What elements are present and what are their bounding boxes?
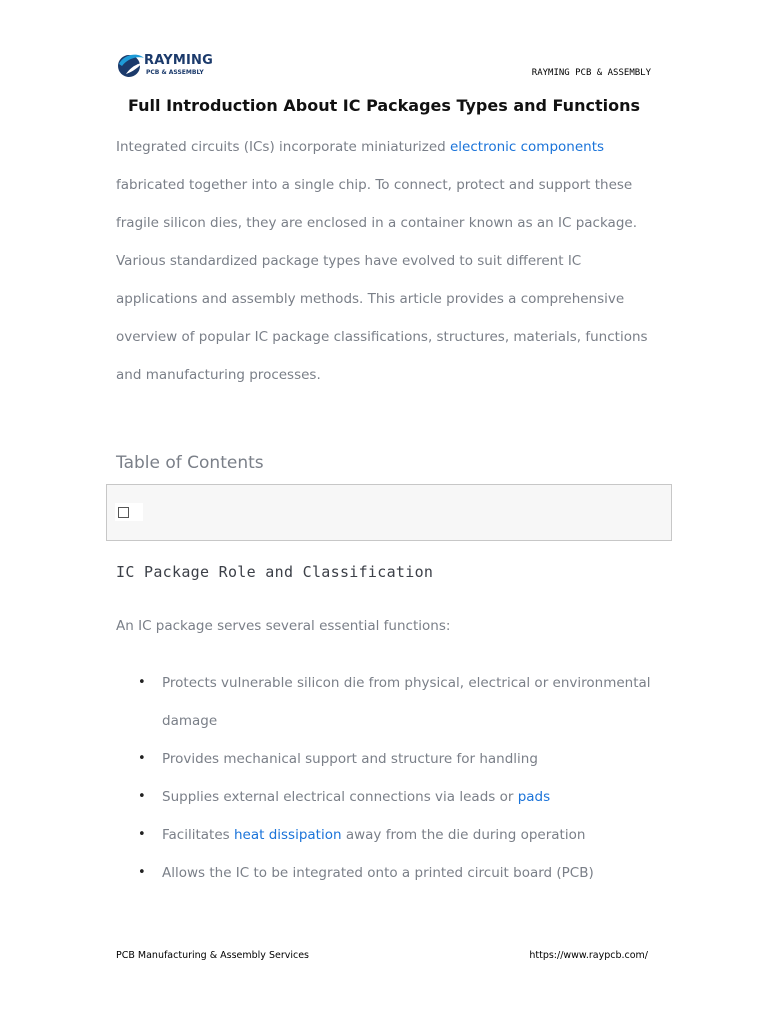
toc-title: Table of Contents [116, 453, 264, 473]
heat-dissipation-link[interactable]: heat dissipation [233, 827, 342, 843]
list-item-text: Provides mechanical support and structure for handling [162, 751, 538, 767]
intro-text-1: Integrated circuits (ICs) incorporate miniaturized [116, 139, 450, 155]
pads-link[interactable]: pads [517, 789, 551, 805]
bullet-icon: • [138, 865, 146, 880]
footer-left-text: PCB Manufacturing & Assembly Services [116, 950, 310, 961]
list-item-text: Protects vulnerable silicon die from physical, electrical or environmental damage [162, 675, 651, 729]
toc-box [106, 484, 672, 541]
list-item [116, 816, 656, 854]
rayming-logo-icon [116, 50, 146, 80]
intro-paragraph [116, 128, 656, 394]
list-item-text-after: away from the die during operation [341, 827, 586, 843]
list-item [116, 740, 656, 778]
logo-subtitle: PCB & ASSEMBLY [146, 69, 204, 76]
section-heading: IC Package Role and Classification [116, 563, 434, 581]
toc-placeholder [115, 503, 143, 521]
list-item-text: Allows the IC to be integrated onto a printed circuit board (PCB) [162, 865, 594, 881]
list-item [116, 778, 656, 816]
list-item [116, 854, 656, 892]
bullet-icon: • [138, 827, 146, 842]
company-logo [116, 50, 226, 82]
page-title: Full Introduction About IC Packages Types and Functions [128, 96, 640, 115]
functions-list [116, 664, 656, 892]
header-company-name: RAYMING PCB & ASSEMBLY [531, 68, 651, 78]
logo-name: RAYMING [144, 53, 213, 68]
intro-text-2: fabricated together into a single chip. To connect, protect and support these fragile silicon dies, they are enclosed in a container known as an IC package. Various standardized package types have evolved to suit different IC applications and assembly methods. This article provides a comprehensive overview of popular IC package classifications, structures, materials, functions and manufacturing processes. [116, 177, 648, 383]
bullet-icon: • [138, 789, 146, 804]
footer-url-link[interactable]: https://www.raypcb.com/ [529, 950, 648, 961]
broken-image-icon [118, 507, 129, 518]
section-intro: An IC package serves several essential functions: [116, 618, 451, 634]
electronic-components-link[interactable]: electronic components [450, 139, 605, 155]
bullet-icon: • [138, 751, 146, 766]
list-item [116, 664, 656, 740]
list-item-text: Facilitates [162, 827, 234, 843]
bullet-icon: • [138, 675, 146, 690]
list-item-text: Supplies external electrical connections via leads or [162, 789, 518, 805]
